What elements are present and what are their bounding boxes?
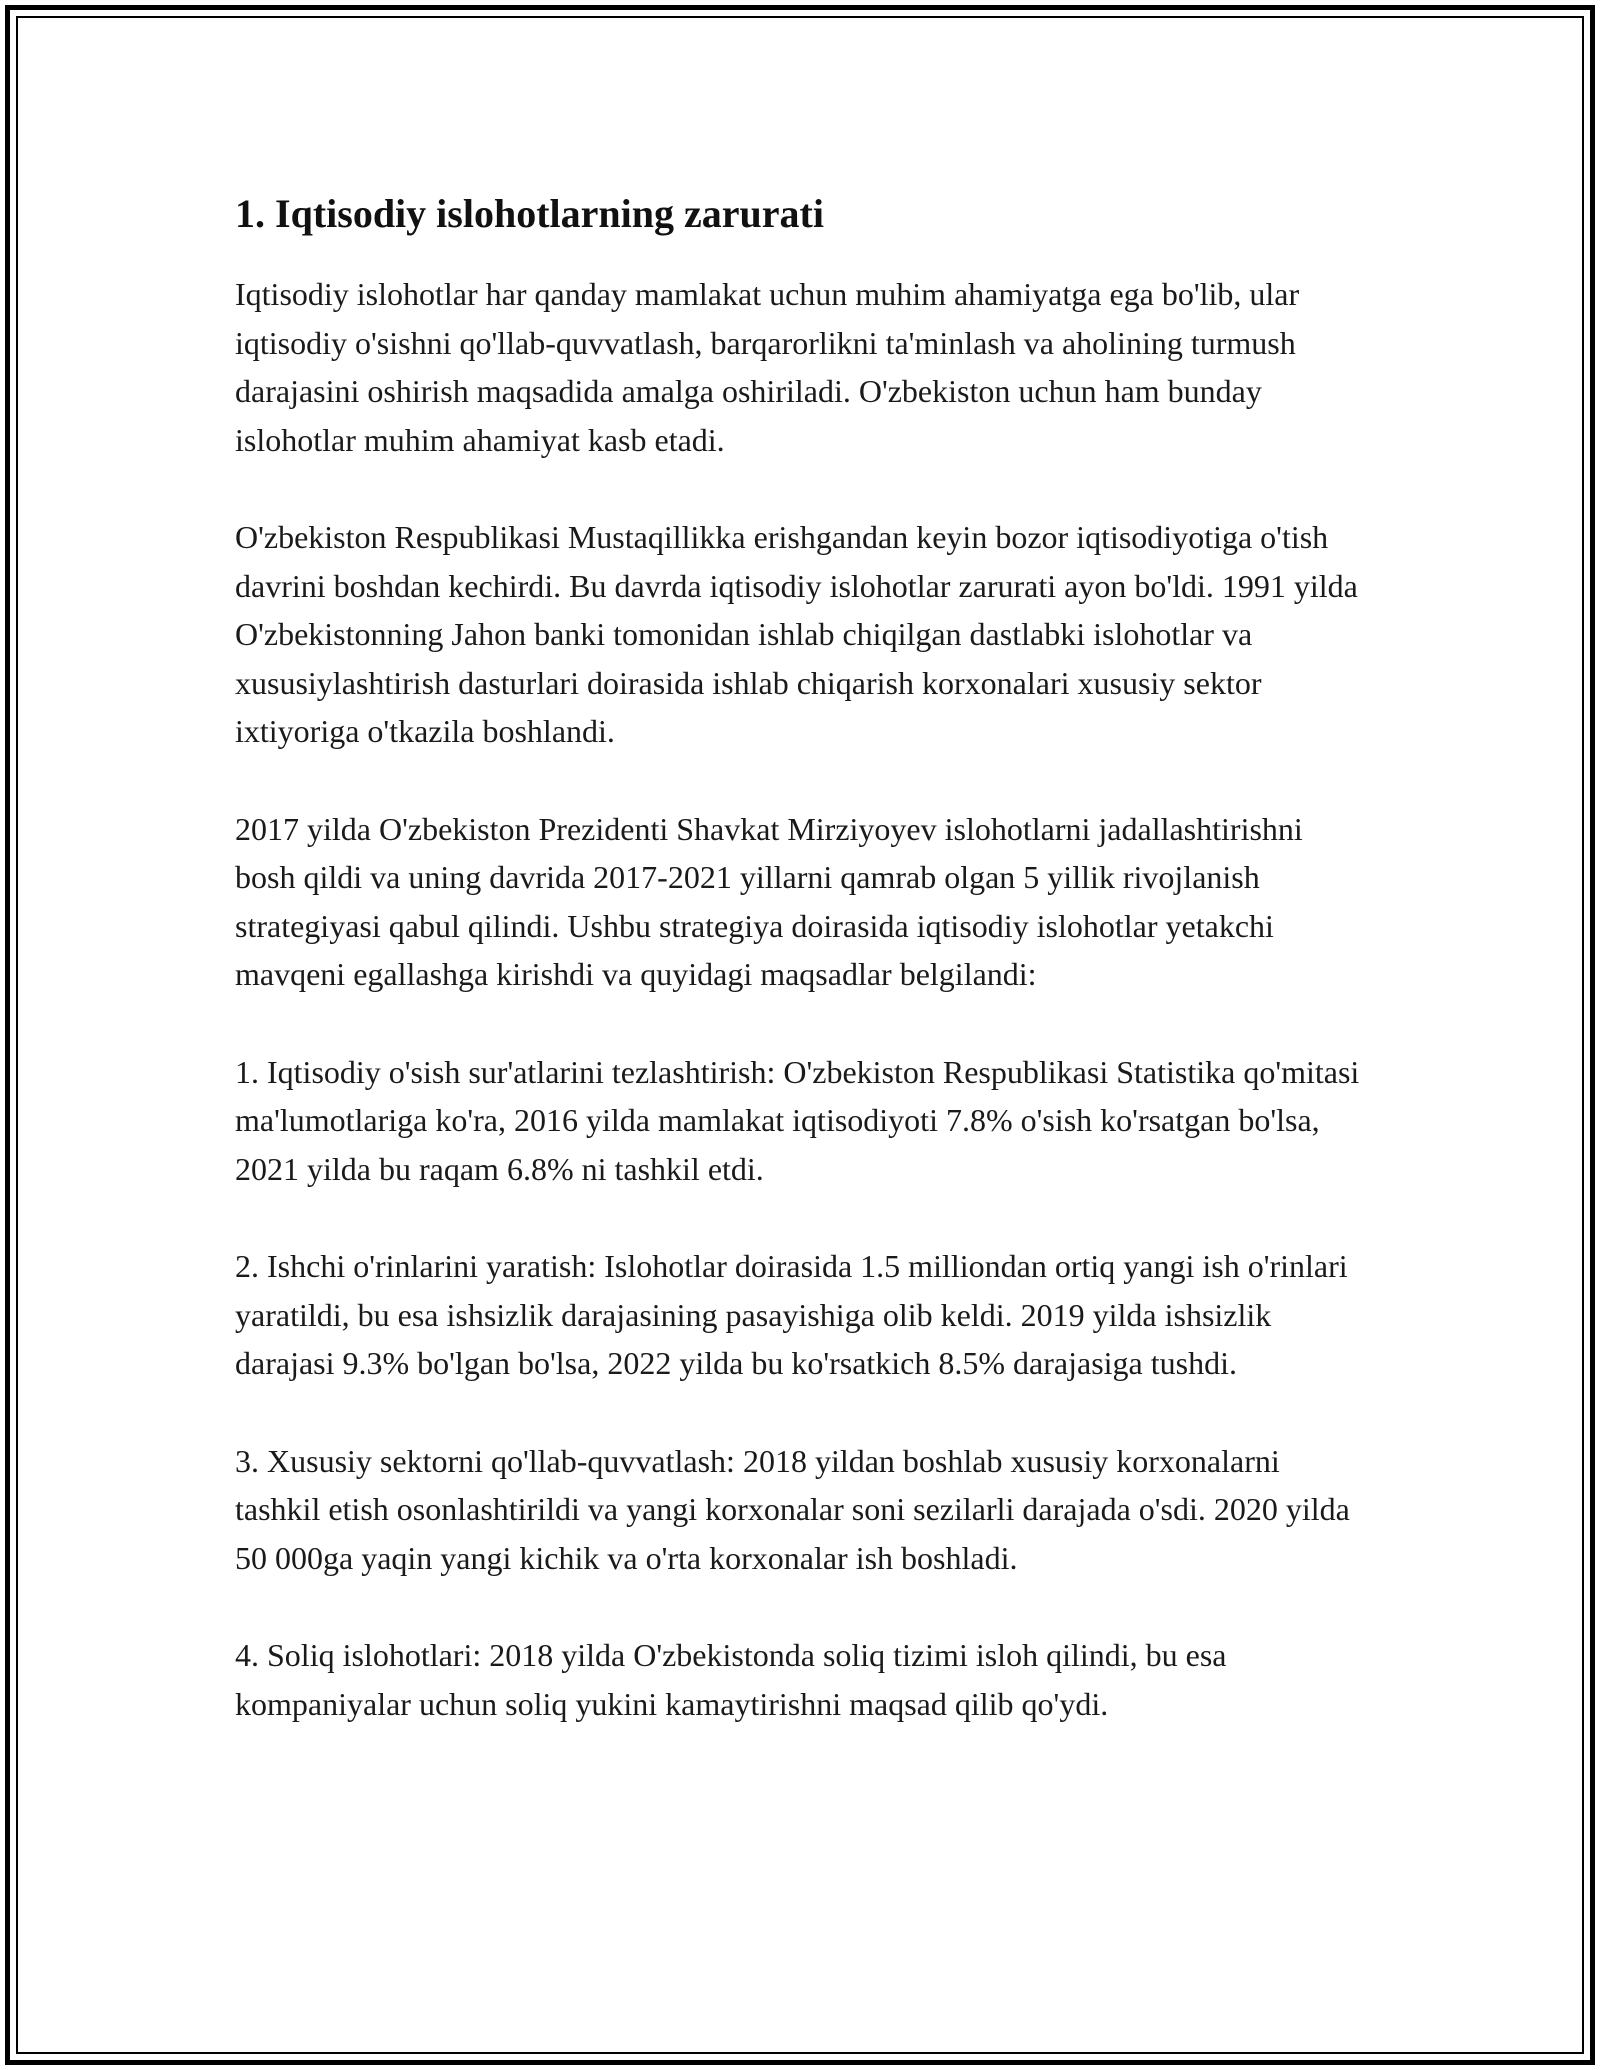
section-heading: 1. Iqtisodiy islohotlarning zarurati [235,191,824,236]
goal-item-3: 3. Xususiy sektorni qo'llab-quvvatlash: 2018 yildan boshlab xususiy korxonalarni tashkil etish osonlashtirildi va yangi korxonalar soni sezilarli darajada o'sdi. 2020 yilda 50 000ga yaqin yangi kichik va o'rta korxonalar ish boshladi. [235,1442,1350,1576]
strategy-paragraph: 2017 yilda O'zbekiston Prezidenti Shavkat Mirziyoyev islohotlarni jadallashtirishni bosh qildi va uning davrida 2017-2021 yillarni qamrab olgan 5 yillik rivojlanish strategiyasi qabul qilindi. Ushbu strategiya doirasida iqtisodiy islohotlar yetakchi mavqeni egallashga kirishdi va quyidagi maqsadlar belgilandi: [235,810,1303,992]
goal-item-2: 2. Ishchi o'rinlarini yaratish: Islohotlar doirasida 1.5 milliondan ortiq yangi ish o'rinlari yaratildi, bu esa ishsizlik darajasining pasayishiga olib keldi. 2019 yilda ishsizlik darajasi 9.3% bo'lgan bo'lsa, 2022 yilda bu ko'rsatkich 8.5% darajasiga tushdi. [235,1248,1348,1381]
goal-item-1: 1. Iqtisodiy o'sish sur'atlarini tezlashtirish: O'zbekiston Respublikasi Statistika qo'mitasi ma'lumotlariga ko'ra, 2016 yilda mamlakat iqtisodiyoti 7.8% o'sish ko'rsatgan bo'lsa, 2021 yilda bu raqam 6.8% ni tashkil etdi. [235,1053,1360,1187]
intro-paragraph: Iqtisodiy islohotlar har qanday mamlakat uchun muhim ahamiyatga ega bo'lib, ular iqtisodiy o'sishni qo'llab-quvvatlash, barqarorlikni ta'minlash va aholining turmush darajasini oshirish maqsadida amalga oshiriladi. O'zbekiston uchun ham bunday islohotlar muhim ahamiyat kasb etadi. [235,276,1300,458]
document-body [235,186,1365,1777]
goal-item-4: 4. Soliq islohotlari: 2018 yilda O'zbekistonda soliq tizimi isloh qilindi, bu esa kompaniyalar uchun soliq yukini kamaytirishni maqsad qilib qo'ydi. [235,1637,1227,1722]
history-paragraph: O'zbekiston Respublikasi Mustaqillikka erishgandan keyin bozor iqtisodiyotiga o'tish davrini boshdan kechirdi. Bu davrda iqtisodiy islohotlar zarurati ayon bo'ldi. 1991 yilda O'zbekistonning Jahon banki tomonidan ishlab chiqilgan dastlabki islohotlar va xususiylashtirish dasturlari doirasida ishlab chiqarish korxonalari xususiy sektor ixtiyoriga o'tkazila boshlandi. [235,519,1358,749]
